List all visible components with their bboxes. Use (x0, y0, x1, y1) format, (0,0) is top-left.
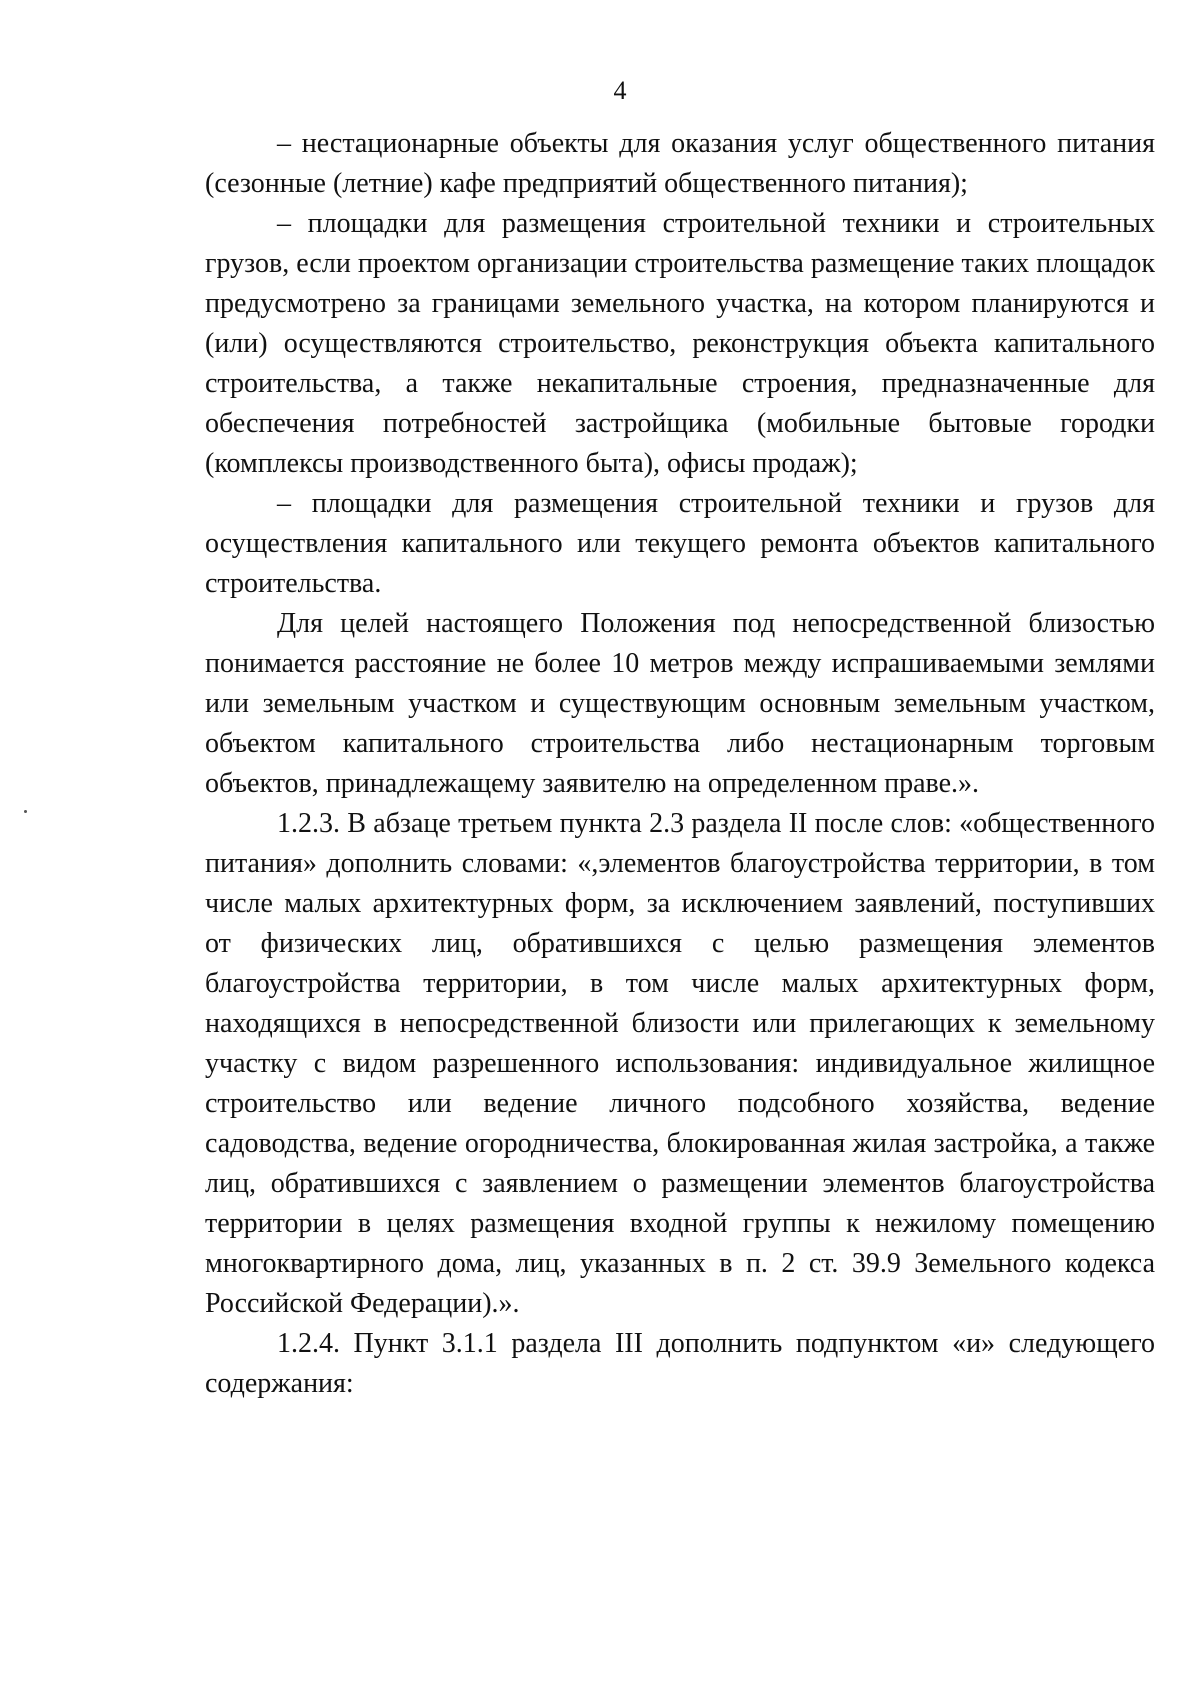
paragraph-1-2-3: 1.2.3. В абзаце третьем пункта 2.3 раздела II после слов: «общественного питания» дополнить словами: «,элементов благоустройства территории, в том числе малых архитектурных форм, за исключением заявлений, поступивших от физических лиц, обратившихся с целью размещения элементов благоустройства территории, в том числе малых архитектурных форм, находящихся в непосредственной близости или прилегающих к земельному участку с видом разрешенного использования: индивидуальное жилищное строительство или ведение личного подсобного хозяйства, ведение садоводства, ведение огородничества, блокированная жилая застройка, а также лиц, обратившихся с заявлением о размещении элементов благоустройства территории в целях размещения входной группы к нежилому помещению многоквартирного дома, лиц, указанных в п. 2 ст. 39.9 Земельного кодекса Российской Федерации).». (205, 808, 1155, 1319)
paragraph-repair-sites: – площадки для размещения строительной техники и грузов для осуществления капитального или текущего ремонта объектов капитального строительства. (205, 488, 1155, 599)
paragraph-1-2-4: 1.2.4. Пункт 3.1.1 раздела III дополнить подпунктом «и» следующего содержания: (205, 1328, 1155, 1399)
paragraph-construction-sites: – площадки для размещения строительной техники и строительных грузов, если проектом организации строительства размещение таких площадок предусмотрено за границами земельного участка, на котором планируются и (или) осуществляются строительство, реконструкция объекта капитального строительства, а также некапитальные строения, предназначенные для обеспечения потребностей застройщика (мобильные бытовые городки (комплексы производственного быта), офисы продаж); (205, 208, 1155, 479)
paragraph-proximity-definition: Для целей настоящего Положения под непосредственной близостью понимается расстояние не более 10 метров между испрашиваемыми землями или земельным участком и существующим основным земельным участком, объектом капитального строительства либо нестационарным торговым объектов, принадлежащему заявителю на определенном праве.». (205, 608, 1155, 799)
scan-speck (24, 810, 27, 813)
paragraph-nonstationary-catering: – нестационарные объекты для оказания услуг общественного питания (сезонные (летние) кафе предприятий общественного питания); (205, 128, 1155, 199)
document-body (205, 124, 1155, 1404)
page-number: 4 (613, 76, 627, 105)
